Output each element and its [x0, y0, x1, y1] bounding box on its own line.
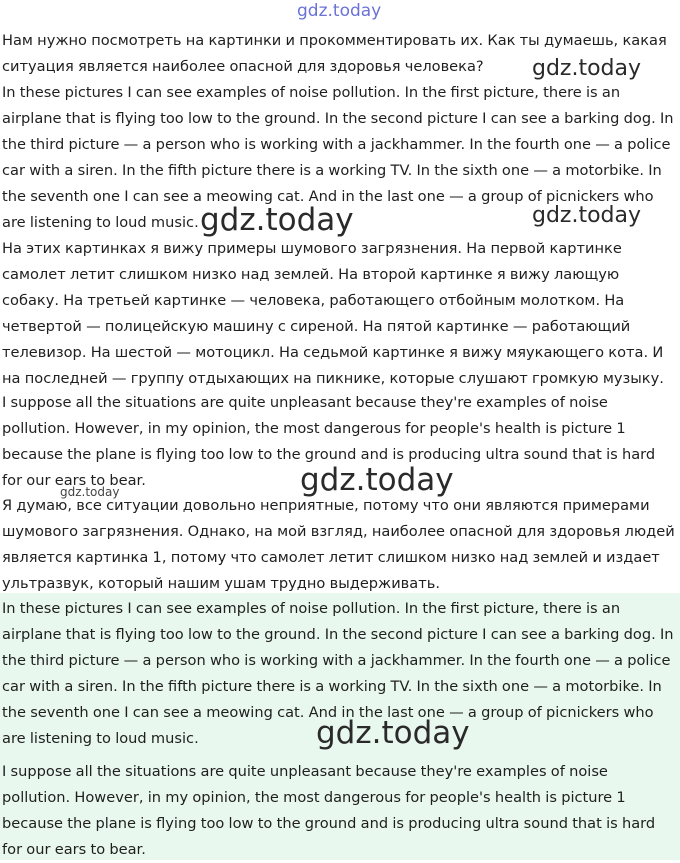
watermark-logo: gdz.today	[532, 203, 642, 228]
repeat1-text-en: In these pictures I can see examples of noise pollution. In the first picture, there is an airplane that is flying too low to the ground. In the second picture I can see a barking dog. In the third picture — a person who is working with a jackhammer. In the fourth one — a police car with a siren. In the fifth picture there is a working TV. In the sixth one — a motorbike. In the seventh one I can see a meowing cat. And in the last one — a group of picnickers who are listening to loud music.	[2, 600, 674, 747]
watermark-logo: gdz.today	[316, 715, 470, 751]
watermark-logo: gdz.today	[60, 485, 120, 499]
watermark-logo: gdz.today	[200, 202, 354, 238]
watermark-logo: gdz.today	[532, 56, 642, 81]
repeat2-text-en: I suppose all the situations are quite unpleasant because they're examples of noise pollution. However, in my opinion, the most dangerous for people's health is picture 1 because the plane is flying too low to the ground and is producing ultra sound that is hard for our ears to bear.	[2, 763, 656, 858]
question-text-ru: Нам нужно посмотреть на картинки и прокомментировать их. Как ты думаешь, какая ситуация является наиболее опасной для здоровья человека?	[2, 32, 667, 75]
watermark-logo-top: gdz.today	[297, 1, 382, 21]
answer1-text-en: In these pictures I can see examples of noise pollution. In the first picture, there is an airplane that is flying too low to the ground. In the second picture I can see a barking dog. In the third picture — a person who is working with a jackhammer. In the fourth one — a police car with a siren. In the fifth picture there is a working TV. In the sixth one — a motorbike. In the seventh one I can see a meowing cat. And in the last one — a group of picnickers who are listening to loud music.	[2, 84, 674, 231]
answer2-text-en: I suppose all the situations are quite unpleasant because they're examples of noise pollution. However, in my opinion, the most dangerous for people's health is picture 1 because the plane is flying too low to the ground and is producing ultra sound that is hard for our ears to bear.	[2, 394, 656, 489]
answer2-text-ru: Я думаю, все ситуации довольно неприятные, потому что они являются примерами шумового загрязнения. Однако, на мой взгляд, наиболее опасной для здоровья людей является картинка 1, потому что самолет летит слишком низко над землей и издает ультразвук, который нашим ушам трудно выдерживать.	[2, 497, 675, 592]
watermark-logo: gdz.today	[300, 462, 454, 498]
answer1-text-ru: На этих картинках я вижу примеры шумового загрязнения. На первой картинке самолет летит слишком низко над землей. На второй картинке я вижу лающую собаку. На третьей картинке — человека, работающего отбойным молотком. На четвертой — полицейскую машину с сиреной. На пятой картинке — работающий телевизор. На шестой — мотоцикл. На седьмой картинке я вижу мяукающего кота. И на последней — группу отдыхающих на пикнике, которые слушают громкую музыку.	[2, 240, 664, 387]
